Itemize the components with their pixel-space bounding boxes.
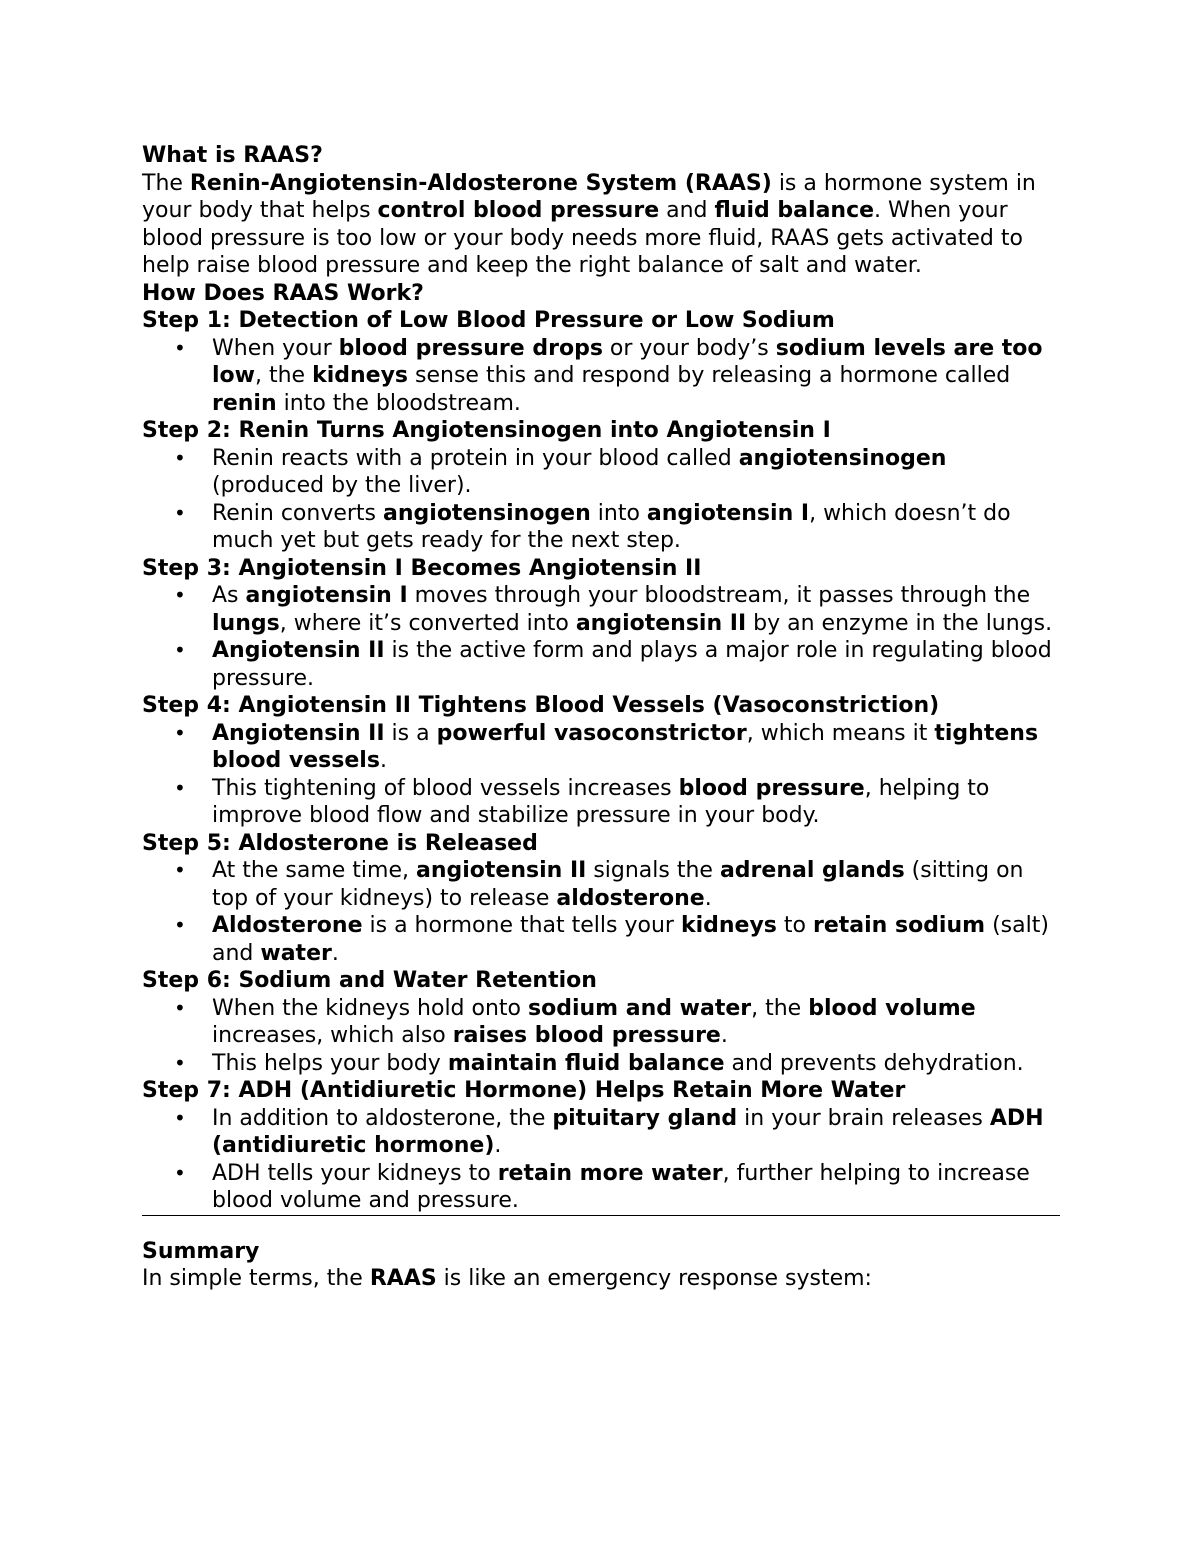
step-bullets xyxy=(142,995,1060,1078)
step-bullets xyxy=(142,335,1060,418)
list-item: • This helps your body maintain fluid balance and prevents dehydration. xyxy=(142,1050,1060,1078)
summary-section xyxy=(142,1238,1060,1293)
bold-term: aldosterone xyxy=(556,885,705,911)
bold-term: angiotensin II xyxy=(575,610,747,636)
bold-term: sodium and water xyxy=(528,995,752,1021)
list-item: • Angiotensin II is a powerful vasoconstrictor, which means it tightens blood vessels. xyxy=(142,720,1060,775)
step-bullets xyxy=(142,582,1060,692)
bold-term: adrenal glands xyxy=(719,858,905,883)
bold-term: angiotensin II xyxy=(415,858,587,883)
bold-term: angiotensin I xyxy=(245,583,408,608)
bold-term: fluid balance xyxy=(714,198,875,223)
bold-term: sodium levels are too low xyxy=(212,335,1043,388)
bold-term: lungs xyxy=(212,610,280,636)
list-item: • This tightening of blood vessels increases blood pressure, helping to improve blood flow and stabilize pressure in your body. xyxy=(142,775,1060,830)
horizontal-divider xyxy=(142,1215,1060,1216)
step-bullets xyxy=(142,445,1060,555)
list-item: • Aldosterone is a hormone that tells your kidneys to retain sodium (salt) and water. xyxy=(142,912,1060,967)
bold-term: angiotensinogen xyxy=(383,500,591,526)
intro-paragraph: The Renin-Angiotensin-Aldosterone System (RAAS) is a hormone system in your body that helps control blood pressure and fluid balance. When your blood pressure is too low or your body needs more fluid, RAAS gets activated to help raise blood pressure and keep the right balance of salt and water. xyxy=(142,170,1036,278)
list-item: • Renin reacts with a protein in your blood called angiotensinogen (produced by the liver). xyxy=(142,445,1060,500)
step-title: Step 3: Angiotensin I Becomes Angiotensin II xyxy=(142,555,702,581)
bold-term: tightens blood vessels xyxy=(212,720,1039,773)
step-title: Step 1: Detection of Low Blood Pressure or Low Sodium xyxy=(142,308,835,333)
bold-term: control blood pressure xyxy=(377,198,660,223)
intro-heading: What is RAAS? xyxy=(142,143,323,168)
bold-term: water xyxy=(260,940,332,966)
steps-list xyxy=(142,307,1060,1215)
list-item: • In addition to aldosterone, the pituitary gland in your brain releases ADH (antidiuretic hormone). xyxy=(142,1105,1060,1160)
list-item: • When your blood pressure drops or your body’s sodium levels are too low, the kidneys sense this and respond by releasing a hormone called renin into the bloodstream. xyxy=(142,335,1060,418)
step-section xyxy=(142,830,1060,968)
bold-term: RAAS xyxy=(369,1266,437,1291)
bold-term: kidneys xyxy=(312,363,409,388)
step-section xyxy=(142,417,1060,555)
bold-term: blood volume xyxy=(808,995,976,1021)
step-section xyxy=(142,967,1060,1077)
bold-term: Aldosterone xyxy=(212,913,363,938)
bold-term: powerful vasoconstrictor xyxy=(436,720,747,746)
step-title: Step 5: Aldosterone is Released xyxy=(142,830,538,856)
bold-term: kidneys xyxy=(680,913,777,938)
bold-term: maintain fluid balance xyxy=(447,1050,725,1076)
bold-term: renin xyxy=(212,390,277,416)
bold-term: retain more water xyxy=(497,1160,723,1186)
summary-heading: Summary xyxy=(142,1238,260,1264)
summary-text: In simple terms, the RAAS is like an emergency response system: xyxy=(142,1266,872,1291)
step-section xyxy=(142,692,1060,830)
step-section xyxy=(142,555,1060,693)
bold-term: angiotensinogen xyxy=(738,445,947,471)
step-bullets xyxy=(142,857,1060,967)
bold-term: raises blood pressure xyxy=(452,1023,721,1048)
list-item: • ADH tells your kidneys to retain more water, further helping to increase blood volume and pressure. xyxy=(142,1160,1060,1215)
bold-term: pituitary gland xyxy=(552,1105,738,1131)
step-title: Step 7: ADH (Antidiuretic Hormone) Helps Retain More Water xyxy=(142,1078,906,1103)
bold-term: Angiotensin II xyxy=(212,720,385,746)
list-item: • Renin converts angiotensinogen into angiotensin I, which doesn’t do much yet but gets ready for the next step. xyxy=(142,500,1060,555)
step-section xyxy=(142,307,1060,417)
list-item: • As angiotensin I moves through your bloodstream, it passes through the lungs, where it’s converted into angiotensin II by an enzyme in the lungs. xyxy=(142,582,1060,637)
how-heading: How Does RAAS Work? xyxy=(142,280,424,306)
bold-term: retain sodium xyxy=(812,913,986,938)
document-page xyxy=(142,142,1060,1293)
bold-term: blood pressure xyxy=(678,775,865,801)
step-title: Step 2: Renin Turns Angiotensinogen into Angiotensin I xyxy=(142,418,831,443)
step-bullets xyxy=(142,720,1060,830)
bold-term: Renin-Angiotensin-Aldosterone System (RAAS) xyxy=(189,170,772,196)
step-bullets xyxy=(142,1105,1060,1215)
step-section xyxy=(142,1077,1060,1215)
list-item: • When the kidneys hold onto sodium and water, the blood volume increases, which also raises blood pressure. xyxy=(142,995,1060,1050)
list-item: • At the same time, angiotensin II signals the adrenal glands (sitting on top of your kidneys) to release aldosterone. xyxy=(142,857,1060,912)
bold-term: Angiotensin II xyxy=(212,638,385,663)
list-item: • Angiotensin II is the active form and plays a major role in regulating blood pressure. xyxy=(142,637,1060,692)
step-title: Step 6: Sodium and Water Retention xyxy=(142,968,597,993)
step-title: Step 4: Angiotensin II Tightens Blood Vessels (Vasoconstriction) xyxy=(142,693,940,718)
bold-term: angiotensin I xyxy=(646,500,810,526)
bold-term: ADH (antidiuretic hormone) xyxy=(212,1105,1044,1158)
bold-term: blood pressure drops xyxy=(338,335,603,361)
